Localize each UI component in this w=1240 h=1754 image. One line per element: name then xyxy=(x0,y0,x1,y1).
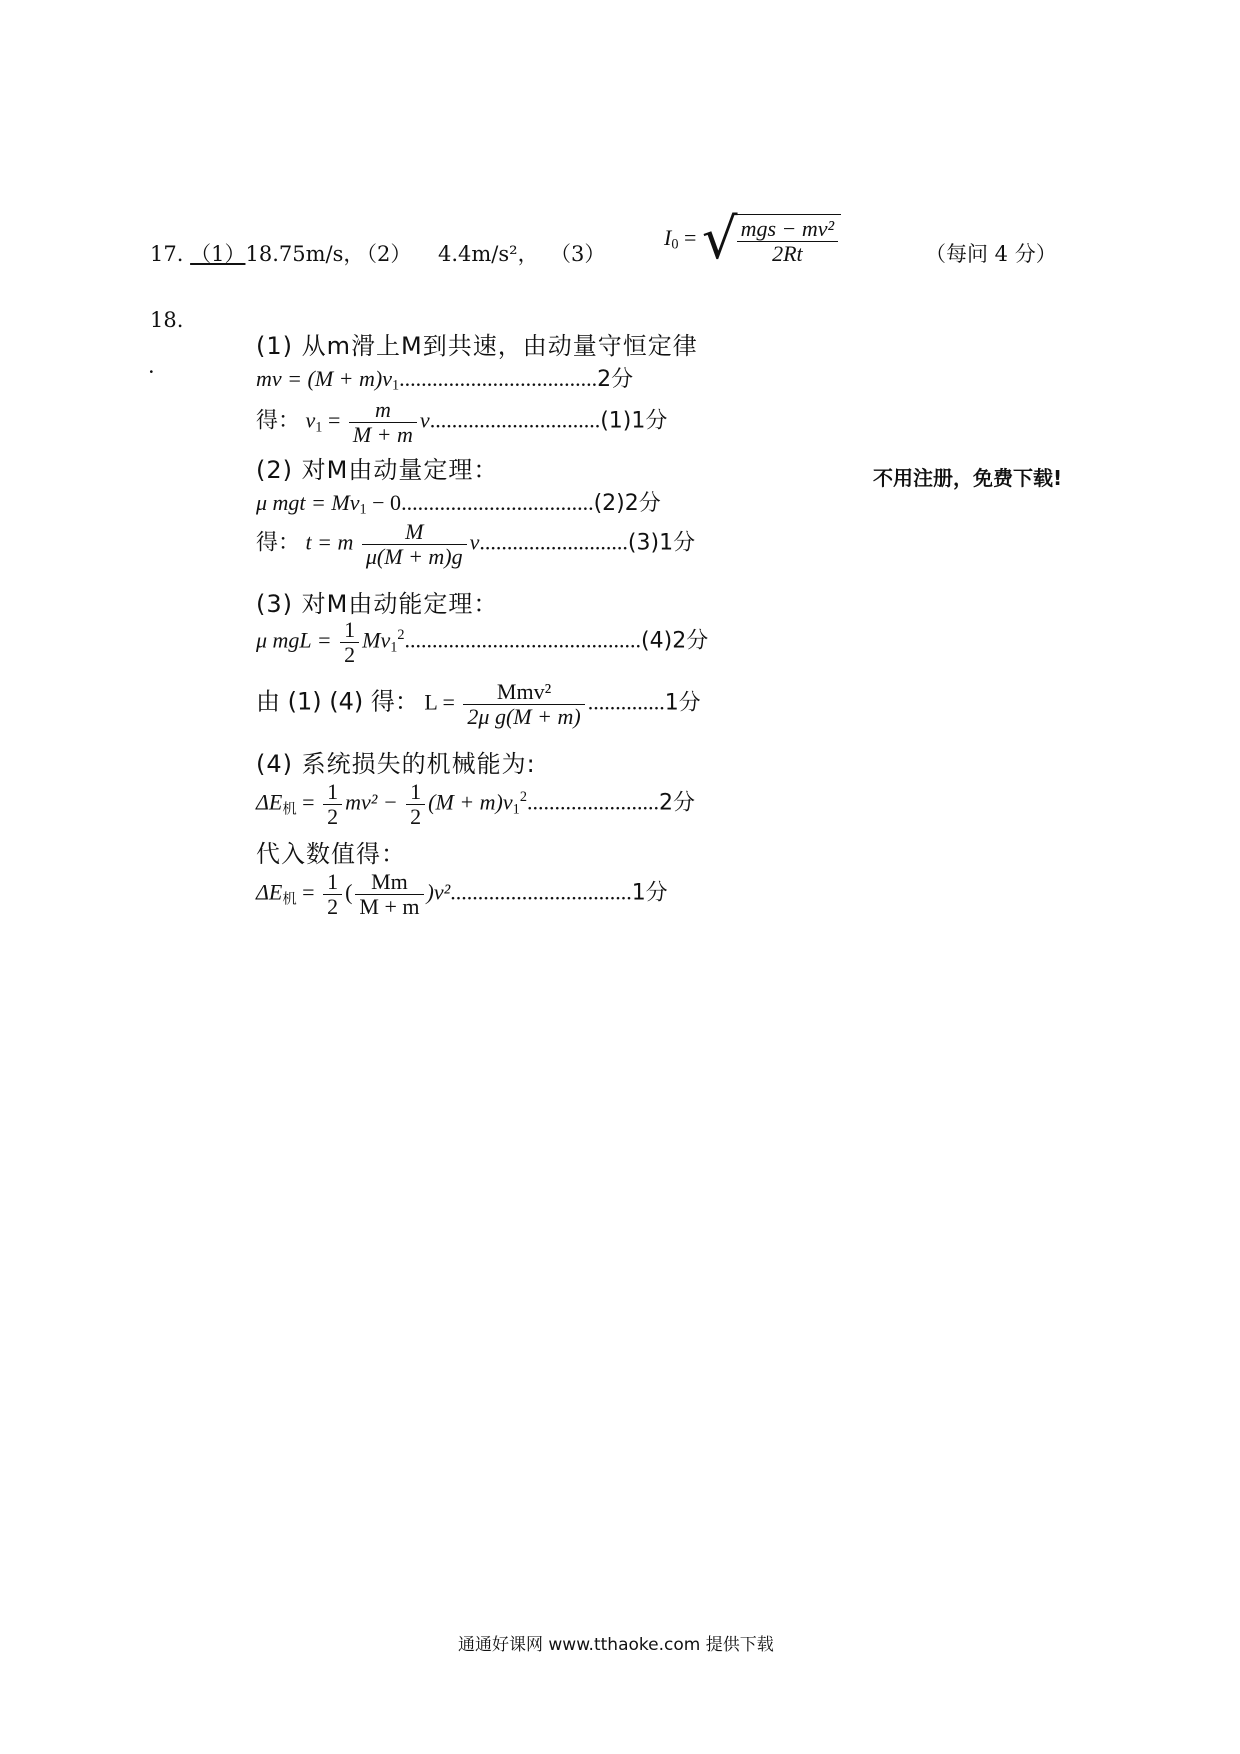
q18-line2-score: 2分 xyxy=(597,367,634,392)
q18-line6-tail: v xyxy=(469,529,480,555)
q18-line11-lhs: ΔE xyxy=(256,789,283,815)
q18-line13-open: ( xyxy=(345,879,353,905)
q18-line6 xyxy=(256,520,695,569)
q17-part3-label: （3） xyxy=(550,242,606,266)
q18-line3 xyxy=(256,398,667,447)
q17-note xyxy=(925,238,1057,268)
q18-line9-num: Mmv² xyxy=(463,680,584,705)
q18-line8-score: (4)2分 xyxy=(641,628,709,654)
q18-line8 xyxy=(256,618,708,667)
q18-line10: (4) 系统损失的机械能为: xyxy=(256,750,536,778)
q18-line13-lhs: ΔE xyxy=(256,879,283,905)
q17-line xyxy=(150,238,364,268)
q18-line4: (2) 对M由动量定理： xyxy=(256,456,499,484)
q18-line11-fraction2 xyxy=(406,780,425,829)
q18-line8-num: 1 xyxy=(340,618,359,643)
q18-line13-dots: ................................. xyxy=(450,879,632,905)
q18-line13 xyxy=(256,870,668,919)
q18-line8-fraction xyxy=(340,618,359,667)
q18-line3-pre: 得： xyxy=(256,408,301,434)
q18-line9-lhs: L = xyxy=(424,689,455,715)
q18-line2-dots: .................................... xyxy=(399,366,598,391)
q18-line13-f1-den: 2 xyxy=(327,894,339,920)
q17-formula-eq: = xyxy=(683,225,697,251)
q18-line13-close: )v² xyxy=(426,879,451,905)
q18-line9 xyxy=(256,680,701,729)
q18-line6-lhs: t = m xyxy=(305,529,354,555)
q18-line3-lhs-sub: 1 xyxy=(315,419,323,436)
q18-line7: (3) 对M由动能定理： xyxy=(256,590,499,618)
q18-line6-score: (3)1分 xyxy=(627,530,696,556)
watermark-right: 不用注册，免费下载! xyxy=(873,466,1063,490)
q18-line9-fraction xyxy=(463,680,584,729)
q18-line6-den: μ(M + m)g xyxy=(365,544,463,570)
q18-line3-dots: ............................... xyxy=(429,407,601,433)
q17-part2-value-wrap xyxy=(438,238,539,268)
q18-line11-tail: (M + m)v xyxy=(428,789,513,815)
q18-line11-mid: mv² − xyxy=(345,789,398,815)
q18-line9-score: 1分 xyxy=(664,690,701,716)
q18-line11-sub: 1 xyxy=(512,801,520,818)
q17-part2-value: 4.4m/s²， xyxy=(438,242,539,266)
q18-line5 xyxy=(256,486,661,519)
q17-numerator: mgs − mv² xyxy=(737,217,839,242)
q18-line2-eq: mv = (M + m)v xyxy=(256,366,392,391)
q17-formula xyxy=(664,207,841,272)
q17-formula-lhs-sub: 0 xyxy=(671,236,679,253)
q18-line13-f2-num: Mm xyxy=(355,870,423,895)
q18-line11-f1-num: 1 xyxy=(323,780,342,805)
q18-line13-f1-num: 1 xyxy=(323,870,342,895)
q17-note-text: （每问 4 分） xyxy=(925,242,1057,266)
q17-part2 xyxy=(356,238,411,268)
q18-line13-fraction2 xyxy=(355,870,423,919)
q17-number: 17. xyxy=(150,242,184,266)
q18-dot: · xyxy=(148,360,155,384)
q18-line11-dots: ........................ xyxy=(526,789,659,815)
q18-line9-pre: 由 (1) (4) 得： xyxy=(256,687,419,716)
q18-line13-fraction1 xyxy=(323,870,342,919)
q17-denominator: 2Rt xyxy=(772,241,803,266)
q17-part2-label: （2） xyxy=(356,242,412,266)
q18-line3-den: M + m xyxy=(352,422,413,448)
q18-line3-lhs: v xyxy=(305,407,316,433)
q18-line6-fraction xyxy=(362,520,467,569)
q18-line5-sub: 1 xyxy=(359,501,367,518)
q18-line5-score: (2)2分 xyxy=(593,491,661,516)
q18-line5-eq: μ mgt = Mv xyxy=(256,490,360,515)
q18-line13-score: 1分 xyxy=(631,880,668,906)
q18-line3-fraction xyxy=(349,398,417,447)
q18-line11-f2-den: 2 xyxy=(410,804,422,830)
q17-part3 xyxy=(550,238,605,268)
q18-line2 xyxy=(256,362,633,395)
q18-line8-lhs: μ mgL = xyxy=(256,627,332,653)
q17-sqrt xyxy=(701,207,841,272)
q18-line11-sup: 2 xyxy=(519,789,527,806)
q18-line11-lhs-sub: 机 xyxy=(282,801,297,818)
footer-credit: 通通好课网 www.tthaoke.com 提供下载 xyxy=(458,1635,774,1655)
q18-line8-sup: 2 xyxy=(397,627,405,644)
q18-line11-fraction1 xyxy=(323,780,342,829)
q18-line3-num: m xyxy=(349,398,417,423)
q18-line8-den: 2 xyxy=(344,642,356,668)
q18-line2-sub: 1 xyxy=(391,377,400,394)
q17-part1-label: （1） xyxy=(190,242,246,266)
q18-line11-eq: = xyxy=(302,789,315,815)
q18-line1: (1) 从m滑上M到共速，由动量守恒定律 xyxy=(256,332,698,360)
q17-part1-value: 18.75m/s， xyxy=(245,242,365,266)
q18-line5-tail: − 0 xyxy=(372,490,402,515)
q18-line9-dots: .............. xyxy=(587,689,665,715)
q18-line11 xyxy=(256,780,695,829)
q18-line6-num: M xyxy=(362,520,467,545)
q18-line13-f2-den: M + m xyxy=(359,894,420,920)
q18-line3-score: (1)1分 xyxy=(600,408,668,434)
q18-line8-tail: Mv xyxy=(362,627,391,653)
q18-number: 18. xyxy=(150,308,184,332)
q18-line9-den: 2μ g(M + m) xyxy=(467,704,581,730)
sqrt-icon: √ xyxy=(701,207,738,272)
q18-line11-f1-den: 2 xyxy=(327,804,339,830)
q17-fraction xyxy=(737,217,839,266)
q18-line12: 代入数值得： xyxy=(256,840,406,868)
q18-line8-sub: 1 xyxy=(390,639,398,656)
q18-line3-tail: v xyxy=(419,407,430,433)
q18-line5-dots: ................................... xyxy=(401,490,594,515)
q18-line11-score: 2分 xyxy=(658,790,695,816)
q18-line6-dots: ........................... xyxy=(479,529,628,555)
q18-line6-pre: 得： xyxy=(256,530,301,556)
q18-line13-eq: = xyxy=(302,879,315,905)
q18-line13-lhs-sub: 机 xyxy=(282,891,297,908)
q18-line3-eq: = xyxy=(327,407,341,433)
q18-line11-f2-num: 1 xyxy=(406,780,425,805)
q17-formula-lhs: I xyxy=(664,225,672,251)
q18-line8-dots: ........................................... xyxy=(404,627,642,653)
